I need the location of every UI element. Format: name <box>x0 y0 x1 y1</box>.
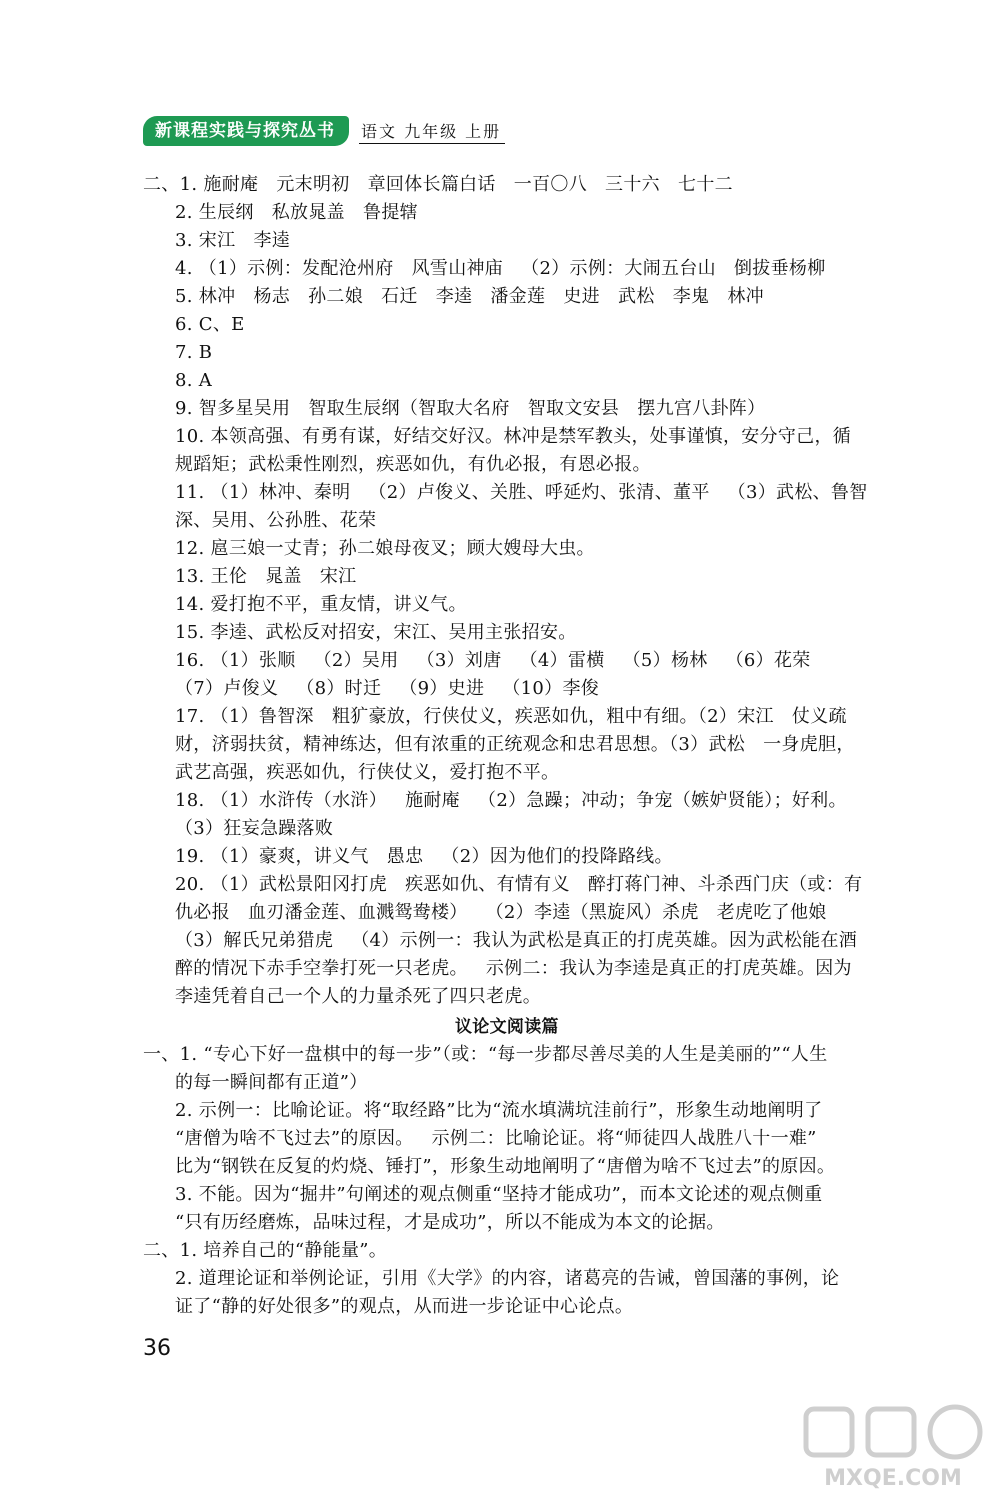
text-line: 2. 道理论证和举例论证，引用《大学》的内容，诸葛亮的告诫，曾国藩的事例，论 <box>175 1268 840 1289</box>
text-line: 2. 生辰纲 私放晁盖 鲁提辖 <box>175 202 418 223</box>
text-line: 深、吴用、公孙胜、花荣 <box>175 510 377 531</box>
text-line: 11. （1）林冲、秦明 （2）卢俊义、关胜、呼延灼、张清、董平 （3）武松、鲁智 <box>175 482 868 503</box>
text-line: 3. 不能。因为“掘井”句阐述的观点侧重“坚持才能成功”，而本文论述的观点侧重 <box>175 1184 823 1205</box>
page-number: 36 <box>143 1336 171 1361</box>
section-heading: 议论文阅读篇 <box>455 1017 559 1037</box>
text-line: 17. （1）鲁智深 粗犷豪放，行侠仗义，疾恶如仇，粗中有细。（2）宋江 仗义疏 <box>175 706 847 727</box>
text-line: “唐僧为啥不飞过去”的原因。 示例二：比喻论证。将“师徒四人战胜八十一难” <box>175 1128 817 1149</box>
text-line: 13. 王伦 晁盖 宋江 <box>175 566 357 587</box>
text-line: 8. A <box>175 370 213 391</box>
text-line: 财，济弱扶贫，精神练达，但有浓重的正统观念和忠君思想。（3）武松 一身虎胆， <box>175 734 855 755</box>
text-line: 7. B <box>175 342 213 363</box>
text-line: 9. 智多星吴用 智取生辰纲（智取大名府 智取文安县 摆九宫八卦阵） <box>175 398 766 419</box>
text-line: 19. （1）豪爽，讲义气 愚忠 （2）因为他们的投降路线。 <box>175 846 673 867</box>
text-line: 二、1. 培养自己的“静能量”。 <box>143 1240 388 1261</box>
text-line: “只有历经磨炼，品味过程，才是成功”，所以不能成为本文的论据。 <box>175 1212 725 1233</box>
text-line: 18. （1）水浒传（水浒） 施耐庵 （2）急躁；冲动；争宠（嫉妒贤能）；好利。 <box>175 790 847 811</box>
text-line: 3. 宋江 李逵 <box>175 230 291 251</box>
text-line: 16. （1）张顺 （2）吴用 （3）刘唐 （4）雷横 （5）杨林 （6）花荣 <box>175 650 811 671</box>
text-line: 仇必报 血刃潘金莲、血溅鸳鸯楼） （2）李逵（黑旋风）杀虎 老虎吃了他娘 <box>175 902 827 923</box>
text-line: 醉的情况下赤手空拳打死一只老虎。 示例二：我认为李逵是真正的打虎英雄。因为 <box>175 958 852 979</box>
watermark-text: MXQE.COM <box>824 1466 962 1491</box>
text-line: 14. 爱打抱不平，重友情，讲义气。 <box>175 594 467 615</box>
text-line: 规蹈矩；武松秉性刚烈，疾恶如仇，有仇必报，有恩必报。 <box>175 454 651 475</box>
text-line: 2. 示例一：比喻论证。将“取经路”比为“流水填满坑洼前行”，形象生动地阐明了 <box>175 1100 823 1121</box>
text-line: 5. 林冲 杨志 孙二娘 石迁 李逵 潘金莲 史进 武松 李鬼 林冲 <box>175 286 764 307</box>
text-line: 武艺高强，疾恶如仇，行侠仗义，爱打抱不平。 <box>175 762 560 783</box>
text-line: 6. C、E <box>175 314 245 335</box>
text-line: 李逵凭着自己一个人的力量杀死了四只老虎。 <box>175 986 541 1007</box>
text-line: （3）解氏兄弟猎虎 （4）示例一：我认为武松是真正的打虎英雄。因为武松能在酒 <box>175 930 858 951</box>
series-badge: 新课程实践与探究丛书 <box>143 116 349 146</box>
text-line: 4. （1）示例：发配沧州府 风雪山神庙 （2）示例：大闹五台山 倒拔垂杨柳 <box>175 258 826 279</box>
text-line: （7）卢俊义 （8）时迁 （9）史进 （10）李俊 <box>175 678 600 699</box>
text-line: 15. 李逵、武松反对招安，宋江、吴用主张招安。 <box>175 622 577 643</box>
text-line: 12. 扈三娘一丈青；孙二娘母夜叉；顾大嫂母大虫。 <box>175 538 595 559</box>
text-line: 10. 本领高强、有勇有谋，好结交好汉。林冲是禁军教头，处事谨慎，安分守己，循 <box>175 426 852 447</box>
text-line: 的每一瞬间都有正道”） <box>175 1072 368 1093</box>
text-line: 一、1. “专心下好一盘棋中的每一步”（或：“每一步都尽善尽美的人生是美丽的”“人生 <box>143 1044 828 1065</box>
text-line: 二、1. 施耐庵 元末明初 章回体长篇白话 一百〇八 三十六 七十二 <box>143 174 733 195</box>
text-line: （3）狂妄急躁落败 <box>175 818 334 839</box>
text-line: 比为“钢铁在反复的灼烧、锤打”，形象生动地阐明了“唐僧为啥不飞过去”的原因。 <box>175 1156 836 1177</box>
page-header <box>143 116 505 146</box>
watermark-logo <box>800 1403 986 1491</box>
subject-label: 语文 九年级 上册 <box>359 119 505 144</box>
text-line: 证了“静的好处很多”的观点，从而进一步论证中心论点。 <box>175 1296 634 1317</box>
text-line: 20. （1）武松景阳冈打虎 疾恶如仇、有情有义 醉打蒋门神、斗杀西门庆（或：有 <box>175 874 863 895</box>
